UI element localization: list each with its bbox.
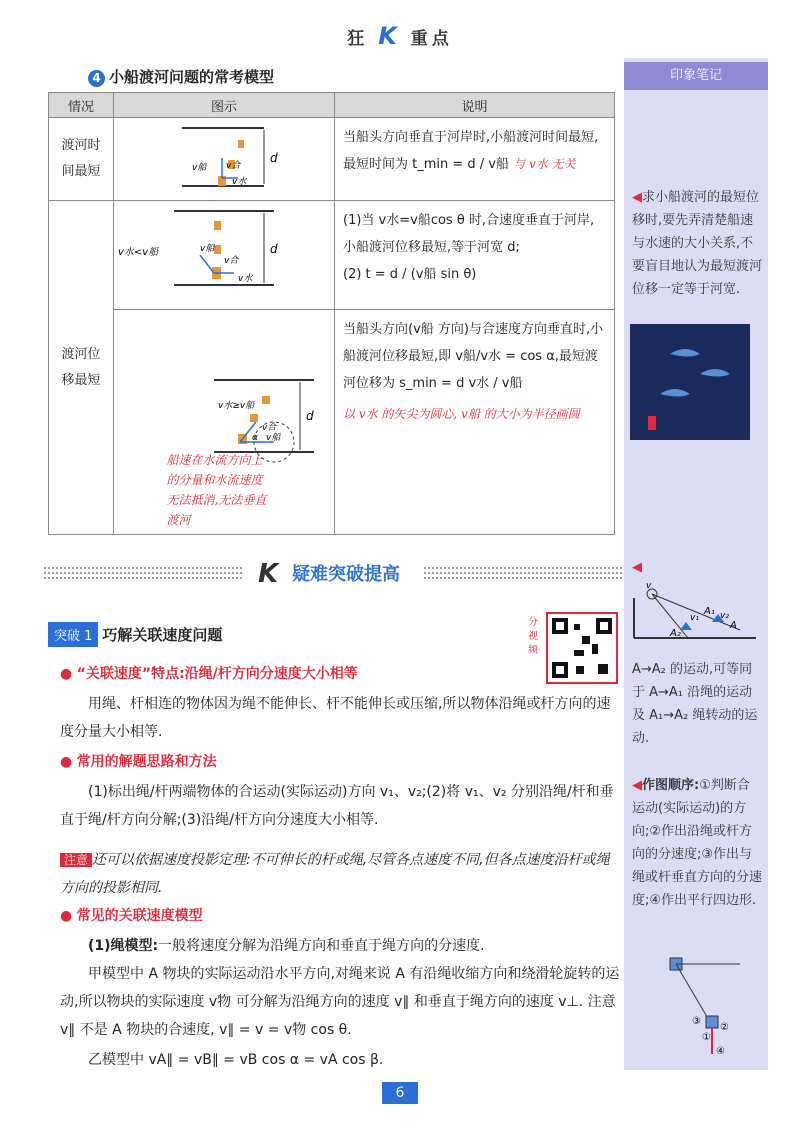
table-row xyxy=(49,310,615,535)
table-header: 图示 xyxy=(114,93,335,118)
breakthrough-title: 巧解关联速度问题 xyxy=(102,626,223,644)
label-A1: A₁ xyxy=(704,606,715,617)
table-cell-diagram xyxy=(114,118,335,201)
table-header: 情况 xyxy=(49,93,114,118)
attention-text: 还可以依据速度投影定理:不可伸长的杆或绳,尽管各点速度不同,但各点速度沿杆或绳方向的投影相同. xyxy=(60,852,610,896)
condition-label: v水<v船 xyxy=(118,247,159,258)
label-vhe: v合 xyxy=(224,256,239,266)
section-title-text: 小船渡河问题的常考模型 xyxy=(109,68,275,86)
label-d: d xyxy=(270,151,278,165)
video-label-3: 频 xyxy=(528,645,538,656)
paragraph-6: 乙模型中 vA∥ = vB∥ = vB cos α = vA cos β. xyxy=(88,1052,384,1068)
sidebar-note-2-text: A→A₂ 的运动,可等同于 A→A₁ 沿绳的运动及 A₁→A₂ 绳转动的运动. xyxy=(632,662,758,746)
video-label-2: 视 xyxy=(528,631,538,642)
condition-label: v水≥v船 xyxy=(218,401,255,411)
sidebar-note-3-text: ①判断合运动(实际运动)的方向;②作出沿绳或杆方向的分速度;③作出与绳或杆垂直方向的分速度;④作出平行四边形. xyxy=(632,778,763,908)
content-heading-2: ● 常用的解题思路和方法 xyxy=(60,754,217,770)
river-photo-graphic xyxy=(630,324,750,440)
explain-text: (1)当 v水=v船cos θ 时,合速度垂直于河岸,小船渡河位移最短,等于河宽 d; xyxy=(343,213,595,255)
label-vshui: v水 xyxy=(232,177,247,187)
breakthrough-heading xyxy=(48,622,222,647)
table-header: 说明 xyxy=(335,93,615,118)
header-k-logo: K xyxy=(378,22,401,50)
attention-note xyxy=(60,846,620,902)
diagram-min-displacement-1 xyxy=(114,201,332,305)
heading-text: 常见的关联速度模型 xyxy=(76,908,203,924)
header-right: 重点 xyxy=(410,29,453,49)
header-left: 狂 xyxy=(347,29,369,49)
page-number: 6 xyxy=(382,1082,418,1104)
label-vboat: v船 xyxy=(192,163,207,173)
sidebar-note-text: 求小船渡河的最短位移时,要先弄清楚船速与水速的大小关系,不要盲目地认为最短渡河位移一定等于河宽. xyxy=(632,190,763,297)
section-number: 4 xyxy=(88,70,105,87)
label-A2: A₂ xyxy=(670,628,681,639)
label-v: v xyxy=(646,581,652,591)
table-row xyxy=(49,201,615,310)
case-label: 渡河时间最短 xyxy=(61,138,101,179)
label-vhe: v合 xyxy=(262,423,277,433)
sidebar-title: 印象笔记 xyxy=(624,62,768,90)
sidebar-note-2: ◀ xyxy=(632,560,642,575)
explain-min-disp-1 xyxy=(335,201,614,294)
label-A: A xyxy=(730,620,737,631)
model-table xyxy=(48,92,615,535)
sidebar-note-1: ◀求小船渡河的最短位移时,要先弄清楚船速与水速的大小关系,不要盲目地认为最短渡河位移一定等于河宽. xyxy=(632,190,763,297)
handwritten-note-left: 船速在水流方向上的分量和水流速度无法抵消,无法垂直渡河 xyxy=(166,452,267,527)
handwritten-note: 与 v水 无关 xyxy=(513,157,576,171)
pulley-figure xyxy=(630,578,760,654)
label-d: d xyxy=(270,242,278,256)
svg-text:④: ④ xyxy=(716,1046,725,1057)
breakthrough-label: 突破 1 xyxy=(48,622,98,647)
diagram-min-time xyxy=(114,118,332,196)
label-v2: v₂ xyxy=(720,611,729,621)
heading-text: “关联速度”特点:沿绳/杆方向分速度大小相等 xyxy=(76,666,358,682)
content-heading-3: ● 常见的关联速度模型 xyxy=(60,908,203,924)
label-vhe: v合 xyxy=(226,161,241,171)
content-heading-1: ● “关联速度”特点:沿绳/杆方向分速度大小相等 xyxy=(60,666,358,682)
table-cell-explain xyxy=(335,310,615,535)
decomposition-figure xyxy=(650,954,760,1064)
banner-title: 疑难突破提高 xyxy=(292,564,400,585)
paragraph-2: (1)标出绳/杆两端物体的合运动(实际运动)方向 v₁、v₂;(2)将 v₁、v₂ 分别沿绳/杆和垂直于绳/杆方向分解;(3)沿绳/杆方向分速度大小相等. xyxy=(60,784,614,828)
table-cell-diagram xyxy=(114,310,335,535)
label-d: d xyxy=(306,409,314,423)
paragraph-4-text: 一般将速度分解为沿绳方向和垂直于绳方向的分速度. xyxy=(158,938,485,954)
table-cell-diagram xyxy=(114,201,335,310)
table-cell-explain xyxy=(335,118,615,201)
explain-text: 当船头方向垂直于河岸时,小船渡河时间最短,最短时间为 t_min = d / v船 xyxy=(343,130,599,172)
handwritten-note-right: 以 v水 的矢尖为圆心, v船 的大小为半径画圆 xyxy=(343,407,580,421)
table-header-row xyxy=(49,93,615,118)
svg-text:②: ② xyxy=(720,1022,729,1033)
label-alpha: α xyxy=(252,433,258,443)
table-cell-explain xyxy=(335,201,615,310)
paragraph-4 xyxy=(60,932,620,960)
svg-text:①: ① xyxy=(702,1032,711,1043)
label-vboat: v船 xyxy=(200,244,215,254)
explain-text: 当船头方向(v船 方向)与合速度方向垂直时,小船渡河位移最短,即 v船/v水 = cos α,最短渡河位移为 s_min = d v水 / v船 xyxy=(343,322,604,391)
paragraph-1: 用绳、杆相连的物体因为绳不能伸长、杆不能伸长或压缩,所以物体沿绳或杆方向的速度分量大小相等. xyxy=(60,696,611,740)
svg-text:K: K xyxy=(258,560,279,586)
video-label xyxy=(528,616,542,658)
label-vboat: v船 xyxy=(266,433,281,443)
table-cell-case xyxy=(49,201,114,535)
label-v1: v₁ xyxy=(690,613,699,623)
table-row xyxy=(49,118,615,201)
sidebar-note-3-label: 作图顺序: xyxy=(642,778,700,793)
svg-text:③: ③ xyxy=(692,1016,701,1027)
section-title xyxy=(88,66,274,87)
paragraph-5: 甲模型中 A 物块的实际运动沿水平方向,对绳来说 A 有沿绳收缩方向和绕滑轮旋转的运动,所以物块的实际速度 v物 可分解为沿绳方向的速度 v∥ 和垂直于绳方向的速度 v⊥. 注意 v∥ 不是 A 物块的合速度, v∥ = v = v物 cos θ. xyxy=(60,966,620,1038)
page-header xyxy=(0,22,800,50)
river-photo xyxy=(630,324,750,440)
explain-min-time xyxy=(335,118,614,184)
paragraph-4-label: (1)绳模型: xyxy=(88,938,159,954)
case-label: 渡河位移最短 xyxy=(61,346,101,388)
video-label-1: 分 xyxy=(528,617,538,628)
label-vshui: v水 xyxy=(238,274,253,284)
attention-label: 注意 xyxy=(60,853,92,867)
table-cell-case xyxy=(49,118,114,201)
explain-formula: (2) t = d / (v船 sin θ) xyxy=(343,267,477,282)
sidebar-note-3: ◀作图顺序:①判断合运动(实际运动)的方向;②作出沿绳或杆方向的分速度;③作出与绳或杆垂直方向的分速度;④作出平行四边形. xyxy=(632,778,763,908)
heading-text: 常用的解题思路和方法 xyxy=(76,754,217,770)
